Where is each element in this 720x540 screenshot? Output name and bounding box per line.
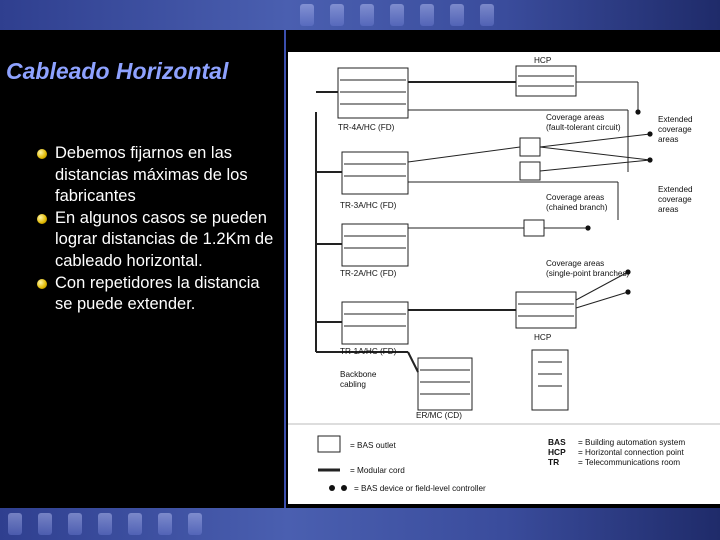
bas-device-icon	[635, 109, 640, 114]
bas-device-icon	[647, 157, 652, 162]
banner-ornament	[300, 4, 314, 26]
ermc-rack	[418, 358, 472, 410]
backbone-label: Backbone	[340, 370, 377, 379]
bullet-item	[36, 208, 276, 273]
coverage-label: Coverage areas	[546, 259, 605, 268]
coverage-label: (chained branch)	[546, 203, 608, 212]
bas-device-icon	[585, 225, 590, 230]
banner-ornament	[450, 4, 464, 26]
bas-device-icon	[625, 289, 630, 294]
banner-ornament	[480, 4, 494, 26]
legend-outlet-text: = BAS outlet	[350, 441, 396, 450]
bas-outlet-icon	[520, 138, 540, 156]
cabling-diagram	[288, 52, 720, 504]
hcp-bottom-box	[516, 292, 576, 328]
banner-ornament	[8, 513, 22, 535]
top-banner	[0, 0, 720, 30]
tr4-rack	[338, 68, 408, 118]
ermc-label: ER/MC (CD)	[416, 411, 462, 420]
abbr-value: = Telecommunications room	[578, 458, 681, 467]
legend-device-icon	[329, 485, 335, 491]
tr1-label: TR-1A/HC (FD)	[340, 347, 397, 356]
extended-label: Extended	[658, 115, 693, 124]
diagram-svg	[288, 52, 720, 504]
modular-cord	[540, 147, 650, 160]
bullet-icon	[37, 279, 47, 289]
banner-ornament	[98, 513, 112, 535]
abbr-key: BAS	[548, 437, 566, 447]
legend-outlet-icon	[318, 436, 340, 452]
banner-ornament	[68, 513, 82, 535]
banner-ornament	[330, 4, 344, 26]
banner-ornament	[128, 513, 142, 535]
coverage-label: (fault-tolerant circuit)	[546, 123, 621, 132]
tr3-label: TR-3A/HC (FD)	[340, 201, 397, 210]
tr3-rack	[342, 152, 408, 194]
coverage-label: (single-point branches)	[546, 269, 630, 278]
abbr-key: HCP	[548, 447, 566, 457]
coverage-label: Coverage areas	[546, 113, 605, 122]
backbone-label: cabling	[340, 380, 366, 389]
equipment-cabinet	[532, 350, 568, 410]
bullet-text: Debemos fijarnos en las distancias máximas de los fabricantes	[55, 144, 248, 206]
tr2-label: TR-2A/HC (FD)	[340, 269, 397, 278]
extended-label: Extended	[658, 185, 693, 194]
bas-outlet-icon	[524, 220, 544, 236]
bullet-icon	[37, 214, 47, 224]
hcp-top-box	[516, 66, 576, 96]
legend-cord-text: = Modular cord	[350, 466, 405, 475]
banner-ornament	[38, 513, 52, 535]
banner-ornament	[390, 4, 404, 26]
tr1-rack	[342, 302, 408, 344]
tr4-label: TR-4A/HC (FD)	[338, 123, 395, 132]
abbr-value: = Horizontal connection point	[578, 448, 684, 457]
abbr-value: = Building automation system	[578, 438, 686, 447]
extended-label: coverage	[658, 125, 692, 134]
bullet-list	[36, 143, 276, 316]
extended-label: coverage	[658, 195, 692, 204]
bullet-item	[36, 273, 276, 316]
bullet-item	[36, 143, 276, 208]
extended-label: areas	[658, 135, 679, 144]
bottom-banner	[0, 508, 720, 540]
banner-ornament	[158, 513, 172, 535]
bullet-text: En algunos casos se pueden lograr distancias de 1.2Km de cableado horizontal.	[55, 208, 274, 270]
bullet-text: Con repetidores la distancia se puede extender.	[55, 273, 260, 314]
abbr-key: TR	[548, 457, 560, 467]
banner-ornament	[188, 513, 202, 535]
tr2-rack	[342, 224, 408, 266]
extended-label: areas	[658, 205, 679, 214]
banner-ornament	[420, 4, 434, 26]
hcp-top-label: HCP	[534, 56, 552, 65]
bas-device-icon	[647, 131, 652, 136]
coverage-label: Coverage areas	[546, 193, 605, 202]
accent-line	[284, 30, 286, 508]
legend-device-icon	[341, 485, 347, 491]
bas-outlet-icon	[520, 162, 540, 180]
bullet-icon	[37, 149, 47, 159]
legend-device-text: = BAS device or field-level controller	[354, 484, 486, 493]
banner-ornament	[360, 4, 374, 26]
slide-title: Cableado Horizontal	[6, 58, 229, 84]
hcp-bottom-label: HCP	[534, 333, 552, 342]
